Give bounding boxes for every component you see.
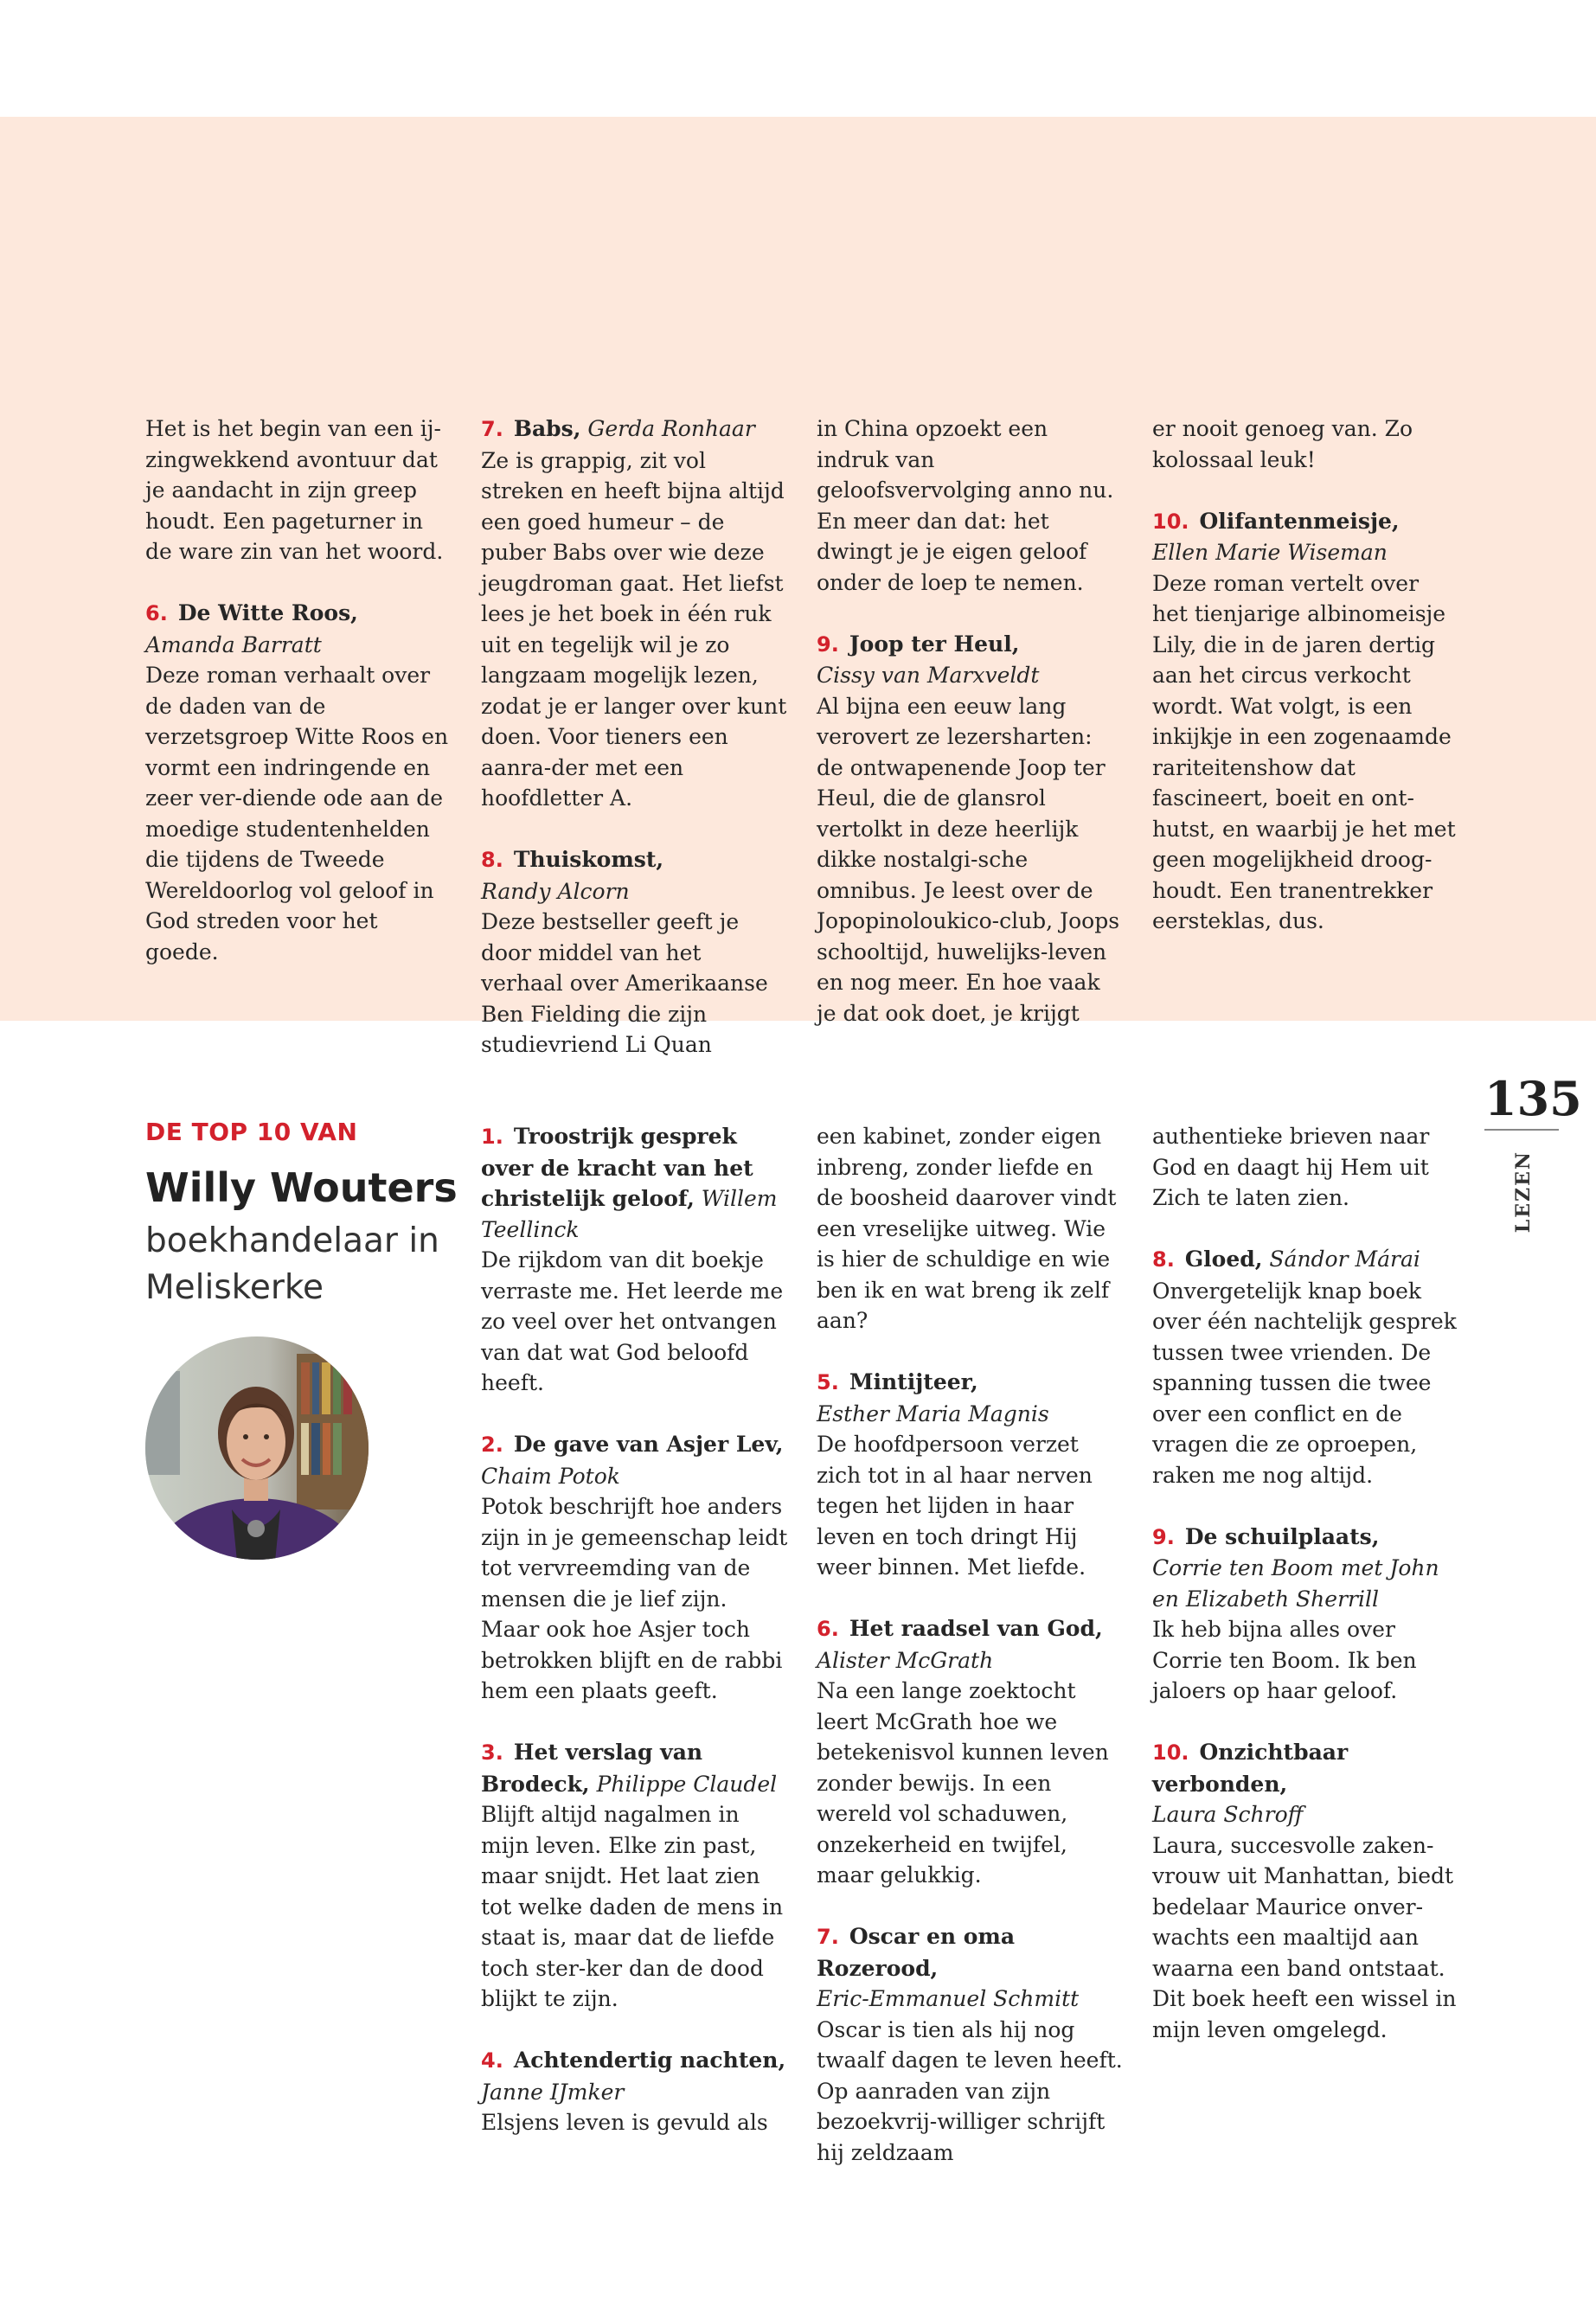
book-description: Elsjens leven is gevuld als	[481, 2110, 768, 2135]
book-description: De hoofdpersoon verzet zich tot in al haar nerven tegen het lijden in haar leven en toch dringt Hij weer binnen. Met liefde.	[817, 1432, 1093, 1580]
book-title: Gloed,	[1184, 1247, 1263, 1272]
book-description: Deze roman verhaalt over de daden van de verzetsgroep Witte Roos en vormt een indringende en zeer ver-diende ode aan de moedige studentenhelden die tijdens de Tweede Wereldoorlog vol geloof in God streden voor het goede.	[145, 663, 449, 965]
text-block: Het is het begin van een ij-zingwekkend avontuur dat je aandacht in zijn greep houdt. Een pageturner in de ware zin van het woord.	[145, 416, 444, 564]
item-number: 10.	[1152, 509, 1189, 534]
book-author: Janne IJmker	[481, 2079, 625, 2105]
book-title: Thuiskomst,	[513, 847, 664, 872]
book-title: Babs,	[513, 416, 581, 441]
upper-column-3	[817, 413, 1124, 1060]
book-author: Eric-Emmanuel Schmitt	[817, 1986, 1080, 2011]
list-item	[481, 1429, 788, 1707]
book-author: Esther Maria Magnis	[817, 1400, 1049, 1426]
text-block: in China opzoekt een indruk van geloofsvervolging anno nu. En meer dan dat: het dwingt je je eigen geloof onder de loep te nemen.	[817, 416, 1114, 595]
person-role: boekhandelaar in Meliskerke	[145, 1221, 439, 1307]
book-description: Ik heb bijna alles over Corrie ten Boom. Ik ben jaloers op haar geloof.	[1152, 1617, 1417, 1703]
list-item	[1152, 1737, 1459, 2045]
book-author: Chaim Potok	[481, 1463, 620, 1489]
book-description: Onvergetelijk knap boek over één nachtelijk gesprek tussen twee vrienden. De spanning tussen die twee over een conflict en de vragen die ze oproepen, raken me nog altijd.	[1152, 1278, 1457, 1488]
list-item	[481, 2045, 788, 2138]
text-block: een kabinet, zonder eigen inbreng, zonder liefde en de boosheid daarover vindt een vreselijke uitweg. Wie is hier de schuldige en wie ben ik en wat breng ik zelf aan?	[817, 1124, 1117, 1333]
book-title: De Witte Roos,	[177, 600, 358, 625]
upper-column-1	[145, 413, 452, 998]
book-description: De rijkdom van dit boekje verraste me. Het leerde me zo veel over het ontvangen van dat wat God beloofd heeft.	[481, 1247, 784, 1395]
book-description: Potok beschrijft hoe anders zijn in je gemeenschap leidt tot vervreemding van de mensen die je lief zijn. Maar ook hoe Asjer toch betrokken blijft en de rabbi hem een plaats geeft.	[481, 1494, 788, 1703]
list-item	[1152, 506, 1459, 937]
item-number: 2.	[481, 1433, 503, 1457]
book-title: Troostrijk gesprek over de kracht van het christelijk geloof,	[481, 1124, 753, 1211]
list-item	[481, 1737, 788, 2015]
list-item	[1152, 1522, 1459, 1707]
item-number: 10.	[1152, 1740, 1189, 1765]
list-item	[481, 1121, 788, 1399]
item-number: 9.	[1152, 1524, 1175, 1549]
list-item	[481, 844, 788, 1061]
item-number: 9.	[817, 631, 839, 657]
item-number: 6.	[817, 1617, 839, 1641]
list-item	[481, 413, 788, 814]
section-kicker: DE TOP 10 VAN	[145, 1118, 358, 1146]
list-item	[817, 1367, 1124, 1583]
book-title: Olifantenmeisje,	[1199, 508, 1400, 534]
book-title: Achtendertig nachten,	[513, 2048, 786, 2073]
item-number: 5.	[817, 1370, 839, 1394]
book-author: Gerda Ronhaar	[587, 416, 755, 441]
book-description: Oscar is tien als hij nog twaalf dagen te leven heeft. Op aanraden van zijn bezoekvrij-williger schrijft hij zeldzaam	[817, 2016, 1123, 2165]
book-description: Al bijna een eeuw lang verovert ze lezersharten: de ontwapenende Joop ter Heul, die de glansrol vertolkt in deze heerlijk dikke nostalgi-sche omnibus. Je leest over de Jopopinoloukico-club, Joops schooltijd, huwelijks-leven en nog meer. En hoe vaak je dat ook doet, je krijgt	[817, 693, 1120, 1026]
book-title: De schuilplaats,	[1184, 1523, 1380, 1549]
book-description: Deze roman vertelt over het tienjarige albinomeisje Lily, die in de jaren dertig aan het circus verkocht wordt. Wat volgt, is een inkijkje in een zogenaamde rariteitenshow dat fascineert, boeit en ont-hutst, en waarbij je het met geen mogelijkheid droog-houdt. Een tranentrekker eersteklas, dus.	[1152, 570, 1456, 933]
item-number: 6.	[145, 601, 168, 625]
book-title: Het raadsel van God,	[849, 1616, 1103, 1641]
book-description: Ze is grappig, zit vol streken en heeft bijna altijd een goed humeur – de puber Babs over wie deze jeugdroman gaat. Het liefst lees je het boek in één ruk uit en tegelijk wil je zo langzaam mogelijk lezen, zodat je er langer over kunt doen. Voor tieners een aanra-der met een hoofdletter A.	[481, 447, 787, 811]
book-author: Philippe Claudel	[596, 1771, 778, 1797]
book-description: Laura, succesvolle zaken-vrouw uit Manhattan, biedt bedelaar Maurice onver-wachts een maaltijd aan waarna een band ontstaat. Dit boek heeft een wissel in mijn leven omgelegd.	[1152, 1832, 1457, 2042]
book-title: Oscar en oma Rozerood,	[817, 1924, 1016, 1981]
lower-column-3	[1152, 1121, 1459, 2076]
item-number: 7.	[817, 1925, 839, 1949]
book-description: Deze bestseller geeft je door middel van het verhaal over Amerikaanse Ben Fielding die zijn studievriend Li Quan	[481, 909, 768, 1057]
lower-column-2	[817, 1121, 1124, 2199]
text-block: authentieke brieven naar God en daagt hij Hem uit Zich te laten zien.	[1152, 1124, 1430, 1210]
book-title: Joop ter Heul,	[849, 631, 1020, 657]
book-description: Blijft altijd nagalmen in mijn leven. Elke zin past, maar snijdt. Het laat zien tot welke daden de mens in staat is, maar dat de liefde toch ster-ker dan de dood blijkt te zijn.	[481, 1802, 784, 2011]
book-title: Het verslag van Brodeck,	[481, 1740, 703, 1797]
book-author: Randy Alcorn	[481, 878, 630, 904]
list-item	[817, 1613, 1124, 1891]
page-number: 135	[1484, 1071, 1582, 1126]
list-item	[145, 598, 452, 967]
book-author: Amanda Barratt	[145, 631, 322, 657]
item-number: 8.	[1152, 1247, 1175, 1272]
book-title: De gave van Asjer Lev,	[513, 1432, 784, 1457]
text-block: er nooit genoeg van. Zo kolossaal leuk!	[1152, 416, 1413, 472]
book-author: Alister McGrath	[817, 1647, 994, 1673]
book-description: Na een lange zoektocht leert McGrath hoe we betekenisvol kunnen leven zonder bewijs. In een wereld vol schaduwen, onzekerheid en twijfel, maar gelukkig.	[817, 1678, 1109, 1888]
avatar	[145, 1336, 369, 1560]
list-item	[817, 629, 1124, 1029]
book-title: Mintijteer,	[849, 1369, 978, 1394]
section-label: LEZEN	[1512, 1150, 1535, 1234]
book-author: Sándor Márai	[1269, 1247, 1420, 1272]
book-author: Laura Schroff	[1152, 1802, 1304, 1827]
item-number: 8.	[481, 848, 503, 872]
portrait-photo	[145, 1336, 369, 1560]
list-item	[1152, 1244, 1459, 1490]
upper-column-4	[1152, 413, 1459, 967]
list-item	[817, 1921, 1124, 2168]
lower-column-1	[481, 1121, 788, 2169]
upper-column-2	[481, 413, 788, 1091]
book-author: Cissy van Marxveldt	[817, 663, 1040, 688]
book-author: Ellen Marie Wiseman	[1152, 540, 1388, 565]
book-title: Onzichtbaar verbonden,	[1152, 1740, 1349, 1797]
person-name: Willy Wouters	[145, 1164, 458, 1211]
item-number: 1.	[481, 1125, 503, 1149]
item-number: 7.	[481, 417, 503, 441]
page-number-rule	[1484, 1129, 1559, 1131]
item-number: 4.	[481, 2048, 503, 2073]
book-author: Corrie ten Boom met John en Elizabeth Sherrill	[1152, 1555, 1439, 1612]
book-author: Willem Teellinck	[481, 1186, 778, 1242]
item-number: 3.	[481, 1740, 503, 1765]
